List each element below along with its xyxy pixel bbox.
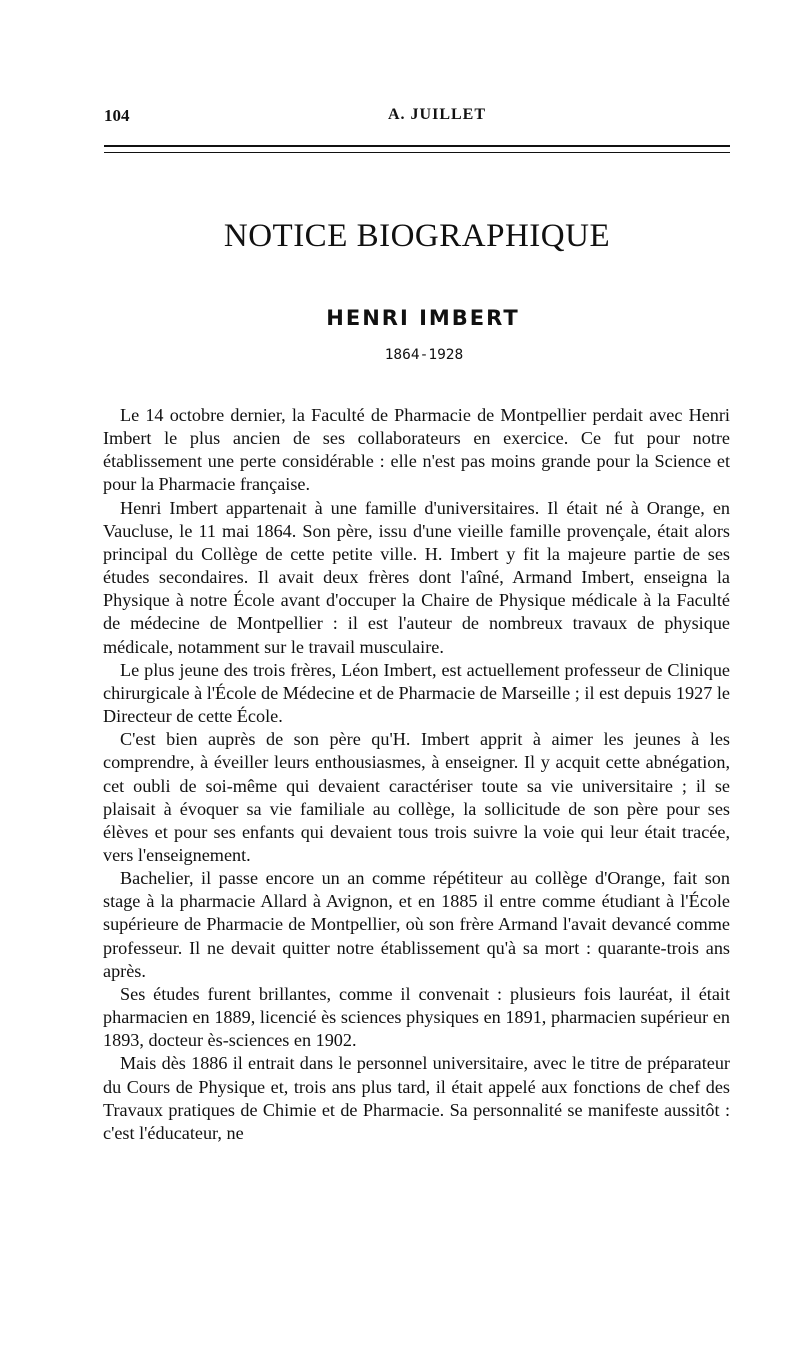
paragraph: C'est bien auprès de son père qu'H. Imbert apprit à aimer les jeunes à les comprendre, à éveiller leurs enthousiasmes, à enseigner. Il y acquit cette abnégation, cet oubli de soi-même qui devaient caractériser toute sa vie universitaire ; il se plaisait à évoquer sa vie familiale au collège, la sollicitude de son père pour ses élèves et pour ses enfants qui devaient tous trois suivre la voie qui leur était tracée, vers l'enseignement.	[103, 729, 730, 865]
paragraph: Henri Imbert appartenait à une famille d'universitaires. Il était né à Orange, en Vaucluse, le 11 mai 1864. Son père, issu d'une vieille famille provençale, était alors principal du Collège de cette petite ville. H. Imbert y fit la majeure partie de ses études secondaires. Il avait deux frères dont l'aîné, Armand Imbert, enseigna la Physique à notre École avant d'occuper la Chaire de Physique médicale à la Faculté de médecine de Montpellier : il est l'auteur de nombreux travaux de physique médicale, notamment sur le travail musculaire.	[103, 497, 730, 657]
running-title: A. JUILLET	[387, 106, 487, 123]
paragraph: Le plus jeune des trois frères, Léon Imbert, est actuellement professeur de Clinique chirurgicale à l'École de Médecine et de Pharmacie de Marseille ; il est depuis 1927 le Directeur de cette École.	[103, 659, 730, 727]
paragraph: Bachelier, il passe encore un an comme répétiteur au collège d'Orange, fait son stage à la pharmacie Allard à Avignon, et en 1885 il entre comme étudiant à l'École supérieure de Pharmacie de Montpellier, où son frère Armand l'avait devancé comme professeur. Il ne devait quitter notre établissement qu'à sa mort : quarante-trois ans après.	[103, 868, 730, 981]
page-number: 104	[104, 106, 130, 125]
paragraph: Ses études furent brillantes, comme il convenait : plusieurs fois lauréat, il était pharmacien en 1889, licencié ès sciences physiques en 1891, pharmacien supérieur en 1893, docteur ès-sciences en 1902.	[103, 983, 730, 1051]
notice-title: NOTICE BIOGRAPHIQUE	[223, 218, 611, 255]
paragraph: Le 14 octobre dernier, la Faculté de Pharmacie de Montpellier perdait avec Henri Imbert le plus ancien de ses collaborateurs en exercice. Ce fut pour notre établissement une perte considérable : elle n'est pas moins grande pour la Science et pour la Pharmacie française.	[103, 405, 730, 495]
running-header	[104, 106, 730, 130]
header-double-rule	[104, 145, 730, 153]
article-body	[103, 404, 730, 1145]
paragraph: Mais dès 1886 il entrait dans le personnel universitaire, avec le titre de préparateur du Cours de Physique et, trois ans plus tard, il était appelé aux fonctions de chef des Travaux pratiques de Chimie et de Pharmacie. Sa personnalité se manifeste aussitôt : c'est l'éducateur, ne	[103, 1053, 730, 1143]
subject-name: HENRI IMBERT	[326, 306, 520, 330]
subject-dates: 1864-1928	[384, 347, 464, 363]
